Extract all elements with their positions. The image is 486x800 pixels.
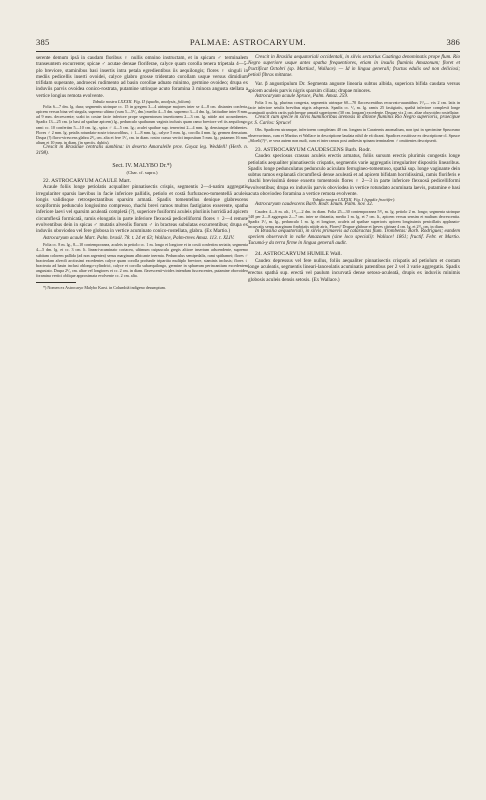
left-description-small: Folia cc. 8 m. lg., 8—10 contemporanea, aculeis in petiolo cc. 1 m. longo et longiore et in costā confertim seriatis; segmenta 4—5 dm. lg. et cc. 3 cm. lt. lineari-acuminato coriacea, ultimum cuipuscula gregis altiore insertum adscendente, supremo subitam colorem pallida (ad non argentea) sensu marginum albicante inermia. Pedunculus semipedalis, rami spithamei; flores ♂ bracteolam alveoli arctissimi excedentes calyce quam corolla profunde tripartita multiplo breviore, staminis inclusis; flores ♀ bracteata ad basin inclusi oblongo-cylindrici, calyce et corolla subaequilongo, germine in sphaeram perincantium excedentem angustato. Drupa 2¹/₂ cm. altae vel longiores et cc. 2 cm. in diam. flavescenti-virides intendum fuscescentes, putamine obovoideo foramina vertici oblique approximata evolvente cc. 2 cm. alta. [36,242,248,278]
right-paragraph: Caudex speciosus crassus aculeis erectis armatus, foliis sursum erectis plurimis congestis longe petiolatis aequaliter pinnatisectis crispatis, segmentis varie aggregatis irregulariter dispositis linearibus. Spadix longe pedunculatus pedunculo aciculato ferrugineo-tomentoso, spathā sup. longe vaginante dein subtus ramos explanatā circumflexā dense aculeatā et ad apicem bifidam horridissimā, ramis floriferis e rhachi brevissimā dense exserto tomentosis flores ♀ 2—3 in parte inferiore flexuosā pedicelliformi evolventibus; drupa ex induviis parvis oboviodea in vertice rotundato acuminata laevis, putamine e basi acuta oboviodeo foramina a vertice remota evolvente. [248,153,460,197]
running-header [36,37,460,49]
right-citation: Crescit in Brasilia aequatoriali occidentali, in silvis sectarius Caatinga denominatis prope flum. Rio Negro superiore usque antes spatha frequentiores, etiam in insulis fluminis Amazonum; floret et fructificat Octobri (sp. Martius!, Wallace). — Id in lingua generali; fructus edulis sed non deliciosi; petioli fibras mittatae. [248,55,460,79]
right-figure-caption: Tabula nostra LXXXII. Fig. I (spadix fructifer). [312,197,396,203]
right-citation: Crescit cum specie in silvis humilioribus arenosis in ditione fluminis Rio Negro superioris, praecipue pr. S. Carlos: Spruce! [248,115,460,127]
right-description-small: Caudex 4—6 m. alt., 1¹/₂—2 dm. in diam. Folia 25—30 contemporanea 5¹/₂ m. lg. petiolo 2 m. longo; segmenta utrinque 140 per 2—8 aggregata 2—7 cm. inter se distantia, media 1 m. lg. et 7 cm. lt., apicem versus sensim et multum decrescentia. Spadix 1¹/₂ m. lg., pedunculo 1 m. lg. et longiore, aculeis ad spathae superioris apicem longissimis penicillatis applanato-incurvatis sensu marginum fimbriatis nitide atris. Flores? Drupae glabrae et laeves citrinae 4 cm. lg. et 2¹/₂ cm. in diam. [248,208,460,229]
left-paragraph: serente demum ipsā in caudam floribus ♀ nullis omnino instructam, et in spicam ♂ terminalem transeuntem excurrente; spicae ♂ acutae densae floriferae, calyce quam corolla tenera tripetala 4—5-plo breviore, staminibus basi insertis intra petala egredientibus iis aequilongis; flores ♀ singuli in mediis pedicellis inserti ovoidei, calyce glabro grosse tridentato corollam usque versus dimidium trifidam superante, androecei rudimento ad basin corollae adnato minimo, germine ovoideo; drupa ex induviis parvis ovoidea conico-rostrata, putamine utrinque acuto foramina 3 minora angusta stellata a vertice longius remota evolvente. [36,55,248,99]
left-species-heading: 22. ASTROCARYUM ACAULE Mart. [43,177,132,184]
running-title: PALMAE: ASTROCARYUM. [189,37,307,47]
left-figure-caption: Tabula nostra LXXXII. Fig. II (spadix, analysis, folium). [92,98,192,104]
page-number-left: 385 [36,37,50,47]
right-description-small: Folia 3 m. lg. plurima congesta, segmentis utrinque 60—70 flaccescentibus recurvato-auantiibus 1¹/₂— vix 2 cm. latis in facie inferiore setulis brevibus nigris adspersis. Spadix cc. ¹/₂ m. lg. ramis 25 fastigiatis, spathā inferiore complevā longe acuminatā aculeis rariis pulchreque armatā superiorem (30 cm. longam) excedente. Drupae vix 2 cm. altae obovoideo rostellatae. [248,99,460,116]
right-column [248,55,460,283]
footnote-rule [36,282,76,283]
right-citation: In Brasilia aequatoriali, in silvis primaevis ad cataractas flum. Trombetas: Barb. Rodrigues; eandem speciem observavit in valle Amazonum (sine loco speciali): Wallace! 1861; fructif. Febr. et Martio. Tucumá-y da terra firme in lingua generali audit. [248,228,460,247]
left-citation: Crescit in Brasiliae centralis sumbina: in deserto Amaralelle prov. Goyaz leg. Weddell! (Herb. n. 3198). [36,144,248,156]
left-description-small: Folia 6—7 dm. lg. dura; segmentis utrinque cc. 15 in gregem 3—4 utrinque majores inter se 4—8 cm. distantes conferta, apicem versus bina vel singula, supremo ultimo (cum 5—5¹/₂ dm.) medio 4—5 dm. supremo 3—4 dm. lg., latitudine inter 8 mm. ad 9 mm. decrescente; scabi in costae facie inferiore prope segmentorum insertionem 2—3 cm. lg. nitide atri accumbentes. Spadix 13—25 cm. (a basi ad spathae apicem) lg., pedunculo spatharum vaginis inclusis quam ramo breviore vel iis aequilongo; rami cc. 10 confertim 5—10 cm. lg., spica ♂ 4—5 cm. lg.; aculei spathae sup. tenerrimi 2—4 mm. lg. densiusque delabentes. Flores ♂ 2 mm. lg. petalis rotundato-acute triuscrolibus, ♀ 1—8 mm. lg., calyce 5 mm. lg., corolla 4 mm. lg. germen densatum. Drupa (!) flavo-virescens glabra 2¹/₂ cm. alta et fere 1¹/₂ cm. in diam. rostro crasso vertici impositum 5 mm. lg.; putamen 16 mm. altum et 10 mm. in diam. (in speciis. dubiis). [36,104,248,145]
right-paragraph: Caudex depressus vel fere nullus, foliis aequaliter pinnatisectis crispatis ad petiolum et costam longe aculeatis, segmentis lineari-lanceolatis acuminatis patentibus per 2 vel 3 varie aggregatis. Spadix erectus spathā sup. erectā vel paulum incurvatā dense setoso-aculeatā, drupis ex induviis minimis globosis aculeis densis setosis. (Ex Wallace.) [248,257,460,283]
right-paragraph: Var. β angustipulum Dr. Segmenta anguste linearia subtus albida, superiora bifida caudata versus apicem aculeis parvis nigris sparsim ciliata; drupae minores. [248,81,460,94]
right-species-heading: 24. ASTROCARYUM HUMILE Wall. [255,251,342,258]
left-paragraph: Acaule foliis longe petiolatis acqualiter pinnatisectis crispis, segmentis 2—4-natim aggregatis irregulariter sparsis laevibus in facie inferiore pallidis, petiolo et costā furfuraceo-tomentellā aculeis longis validisque retrospectantibus sparsim armatā. Spadix tomentellus denique glabrescens scopiformis pedunculo longissimo compresso, rhachi brevi ramos multos fastigiatos exserente, spatha inferiore laevi vel sparsim aculeatā completā (?), superiore fusiformi aculeis pluriinis horridā ad apicem circumflexā formicatā, ramis elongatis in parte inferiore flexuosā pedicelliformi flores ♀ 2—4 remote evolventibus dein in spicas ♂ mutatis alveolis florum ♂ in bracteas subulatas excurrentibus; drupa ex induviis oboviodea vel fere globosa in vertice acuminato conico-rostellata, glabra. (Ex Martio.) [36,184,248,235]
header-rule [36,51,460,52]
right-citation: Astrocaryum acaule Spruce, Palm. Amaz. 259. [255,93,349,99]
left-section-heading: Sect. IV. MALYBO Dr.*) [112,163,172,170]
right-species-heading: 23. ASTROCARYUM CAUDESCENS Barb. Rodr. [255,146,372,153]
page-number-right: 386 [446,37,460,47]
right-description-small: Obs. Spadicem utramque, inferiorem completam 40 cm. longam in Caraternis anomalium, non ipsi in specimine Spruceano observavimus, cum et Martius et Wallace in descriptione laudata nihil de eā dicant. Spadices exstitisse ex descriptione cl. Spruce „Siloeli(?)“, re vera autem non nudi, cum et inter ramos post anthesin spinam terminalem ♂ omittentes descripserit. [248,127,460,143]
right-citation: Astrocaryum caudescens Barb. Rodr. Enum. Palm. nov. 32. [255,202,374,208]
left-section-subheading: (Char. cf. supra.) [126,170,158,176]
left-citation: Astrocaryum acaule Mart. Palm. brasil. 78. t. 24 et 63; Wallace, Palm-trees Amaz. 113. t. XLIV. [43,236,235,242]
footnote: *) Nomen ex Astrocaryo Malybo Karst. in Columbiā indigeno desumptum. [43,285,166,291]
left-column [36,55,248,290]
